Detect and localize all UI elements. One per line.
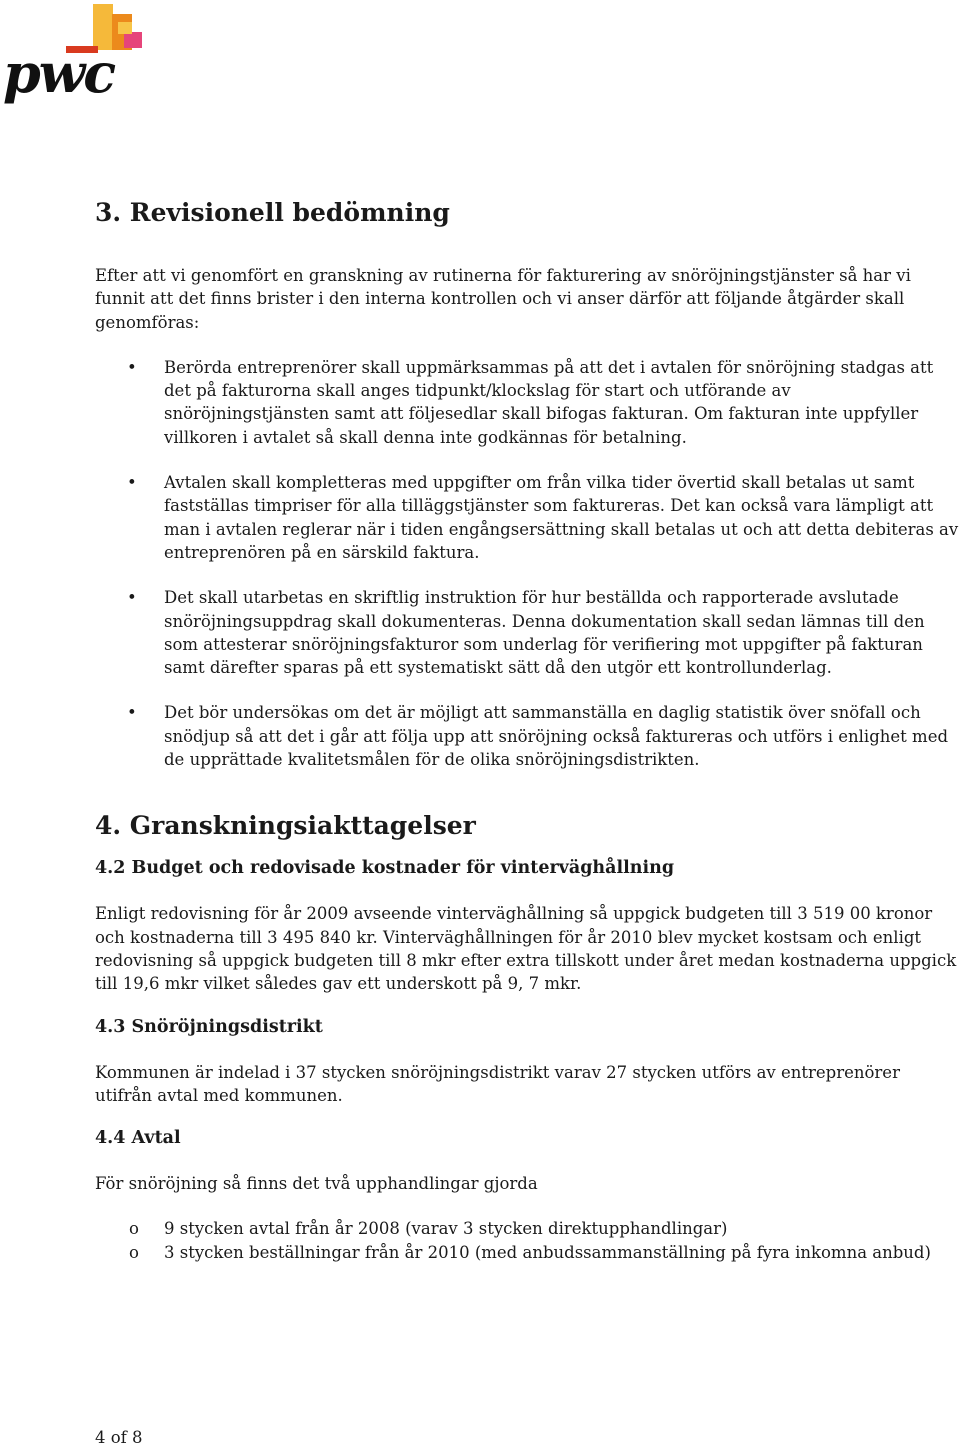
subsection-4-3-heading: 4.3 Snöröjningsdistrikt bbox=[95, 1016, 323, 1037]
section-3-bullet-list bbox=[95, 356, 960, 771]
section-3-heading: 3. Revisionell bedömning bbox=[95, 198, 450, 227]
list-item-text: Det bör undersökas om det är möjligt att sammanställa en daglig statistik över snöfall och snödjup så att det i går att följa upp att snöröjning också faktureras och utförs i enlighet med de upprättade kvalitetsmålen för de olika snöröjningsdistrikten. bbox=[164, 703, 949, 770]
circle-bullet-icon: o bbox=[129, 1219, 139, 1239]
list-item-text: Berörda entreprenörer skall uppmärksammas på att det i avtalen för snöröjning stadgas att det på fakturorna skall anges tidpunkt/klockslag för start och utförande av snöröjningstjänsten samt att följesedlar skall bifogas fakturan. Om fakturan inte uppfyller villkoren i avtalet så skall denna inte godkännas för betalning. bbox=[164, 357, 934, 447]
logo-wordmark: pwc bbox=[3, 41, 115, 105]
document-body bbox=[95, 196, 960, 1264]
list-item-text: Det skall utarbetas en skriftlig instruktion för hur beställda och rapporterade avslutade snöröjningsuppdrag skall dokumenteras. Denna dokumentation skall sedan lämnas till den som attesterar snöröjningsfakturor som underlag för verifiering mot uppgifter på fakturan samt därefter sparas på ett systematiskt sätt då den utgör ett kontrollunderlag. bbox=[164, 588, 925, 678]
circle-bullet-icon: o bbox=[129, 1242, 139, 1262]
logo-block-amber bbox=[118, 22, 132, 34]
bullet-icon: • bbox=[127, 588, 137, 608]
list-item bbox=[95, 1217, 960, 1240]
avtal-list bbox=[95, 1217, 960, 1264]
pwc-logo bbox=[0, 0, 160, 115]
bullet-icon: • bbox=[127, 703, 137, 723]
list-item-text: 9 stycken avtal från år 2008 (varav 3 stycken direktupphandlingar) bbox=[164, 1219, 728, 1239]
page-number: 4 of 8 bbox=[95, 1428, 143, 1447]
subsection-4-4-text: För snöröjning så finns det två upphandlingar gjorda bbox=[95, 1174, 538, 1194]
section-4-heading: 4. Granskningsiakttagelser bbox=[95, 811, 476, 841]
subsection-4-2-heading: 4.2 Budget och redovisade kostnader för vinterväghållning bbox=[95, 858, 675, 879]
list-item bbox=[95, 356, 960, 449]
bullet-icon: • bbox=[127, 357, 137, 377]
list-item bbox=[95, 586, 960, 679]
list-item-text: Avtalen skall kompletteras med uppgifter om från vilka tider övertid skall betalas ut samt fastställas timpriser för alla tilläggstjänster som faktureras. Det kan också vara lämpligt att man i avtalen reglerar när i tiden engångsersättning skall betalas ut och att detta debiteras av entreprenören på en särskild faktura. bbox=[164, 473, 959, 562]
bullet-icon: • bbox=[127, 473, 137, 493]
section-3-intro: Efter att vi genomfört en granskning av rutinerna för fakturering av snöröjningstjänster så har vi funnit att det finns brister i den interna kontrollen och vi anser därför att följande åtgärder skall genomföras: bbox=[95, 266, 911, 332]
list-item-text: 3 stycken beställningar från år 2010 (med anbudssammanställning på fyra inkomna anbud) bbox=[164, 1242, 931, 1262]
list-item bbox=[95, 701, 960, 771]
subsection-4-3-text: Kommunen är indelad i 37 stycken snöröjningsdistrikt varav 27 stycken utförs av entreprenörer utifrån avtal med kommunen. bbox=[95, 1062, 900, 1105]
subsection-4-4-heading: 4.4 Avtal bbox=[95, 1128, 181, 1149]
logo-block-pink bbox=[124, 32, 142, 48]
list-item bbox=[95, 471, 960, 564]
subsection-4-2-text: Enligt redovisning för år 2009 avseende vinterväghållning så uppgick budgeten till 3 519 00 kronor och kostnaderna till 3 495 840 kr. Vinterväghållningen för år 2010 blev mycket kostsam och enligt redovisning så uppgick budgeten till 8 mkr efter extra tillskott under året medan kostnaderna uppgick till 19,6 mkr vilket således gav ett underskott på 9, 7 mkr. bbox=[95, 904, 957, 994]
list-item bbox=[95, 1241, 960, 1264]
